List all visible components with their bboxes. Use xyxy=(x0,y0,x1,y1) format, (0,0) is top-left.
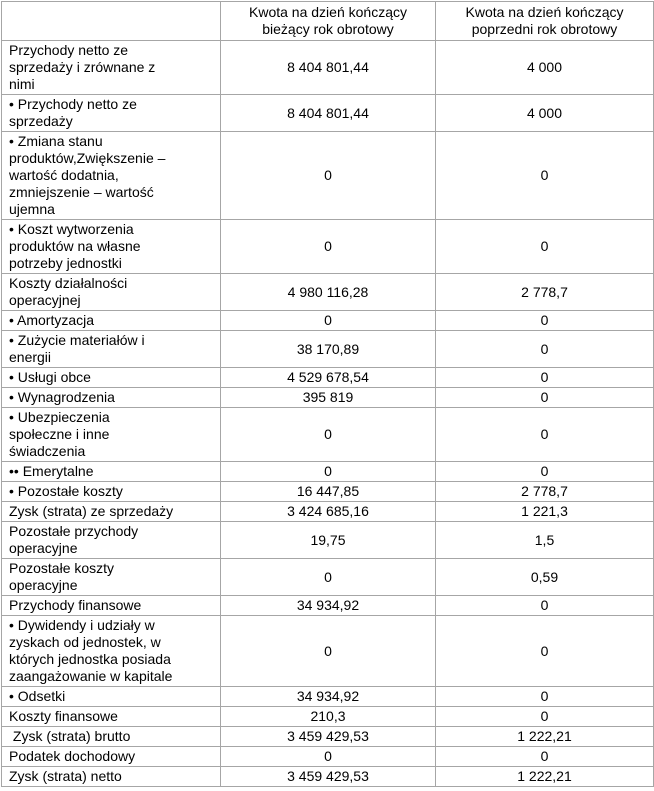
row-value-previous-year: 0,59 xyxy=(436,559,654,596)
table-row xyxy=(2,462,654,482)
row-label: Przychody finansowe xyxy=(2,596,221,616)
table-row xyxy=(2,331,654,368)
table-row xyxy=(2,747,654,767)
row-value-current-year: 4 980 116,28 xyxy=(221,274,436,311)
row-label: Zysk (strata) brutto xyxy=(2,727,221,747)
row-value-previous-year: 1 222,21 xyxy=(436,727,654,747)
row-label: • Wynagrodzenia xyxy=(2,388,221,408)
row-label: • Pozostałe koszty xyxy=(2,482,221,502)
row-value-current-year: 0 xyxy=(221,559,436,596)
row-value-current-year: 0 xyxy=(221,311,436,331)
row-label: • Amortyzacja xyxy=(2,311,221,331)
row-value-current-year: 0 xyxy=(221,747,436,767)
row-value-current-year: 16 447,85 xyxy=(221,482,436,502)
row-value-current-year: 0 xyxy=(221,132,436,220)
row-value-current-year: 38 170,89 xyxy=(221,331,436,368)
row-value-current-year: 4 529 678,54 xyxy=(221,368,436,388)
table-row xyxy=(2,707,654,727)
row-label: • Zużycie materiałów i energii xyxy=(2,331,221,368)
table-row xyxy=(2,482,654,502)
row-value-previous-year: 0 xyxy=(436,388,654,408)
row-value-previous-year: 1 222,21 xyxy=(436,767,654,787)
row-value-previous-year: 0 xyxy=(436,687,654,707)
row-label: • Usługi obce xyxy=(2,368,221,388)
row-value-current-year: 0 xyxy=(221,616,436,687)
row-label: Zysk (strata) ze sprzedaży xyxy=(2,502,221,522)
row-label: • Ubezpieczenia społeczne i inne świadczenia xyxy=(2,408,221,462)
row-label: • Dywidendy i udziały w zyskach od jednostek, w których jednostka posiada zaangażowanie w kapitale xyxy=(2,616,221,687)
table-row xyxy=(2,95,654,132)
row-value-current-year: 19,75 xyxy=(221,522,436,559)
row-value-previous-year: 1,5 xyxy=(436,522,654,559)
table-row xyxy=(2,41,654,95)
row-value-previous-year: 0 xyxy=(436,707,654,727)
row-label: • Odsetki xyxy=(2,687,221,707)
row-label: Koszty działalności operacyjnej xyxy=(2,274,221,311)
row-value-current-year: 3 459 429,53 xyxy=(221,727,436,747)
row-value-previous-year: 4 000 xyxy=(436,95,654,132)
table-row xyxy=(2,767,654,787)
row-value-previous-year: 4 000 xyxy=(436,41,654,95)
row-value-current-year: 34 934,92 xyxy=(221,596,436,616)
column-header-previous-year: Kwota na dzień kończący poprzedni rok obrotowy xyxy=(436,2,654,41)
table-row xyxy=(2,522,654,559)
row-value-current-year: 210,3 xyxy=(221,707,436,727)
corner-cell xyxy=(2,2,221,41)
row-value-previous-year: 0 xyxy=(436,616,654,687)
table-body xyxy=(2,41,654,787)
row-value-previous-year: 1 221,3 xyxy=(436,502,654,522)
header-row xyxy=(2,2,654,41)
row-label: •• Emerytalne xyxy=(2,462,221,482)
row-label: • Zmiana stanu produktów,Zwiększenie – wartość dodatnia, zmniejszenie – wartość ujemna xyxy=(2,132,221,220)
row-label: Pozostałe koszty operacyjne xyxy=(2,559,221,596)
row-value-previous-year: 0 xyxy=(436,368,654,388)
row-value-previous-year: 0 xyxy=(436,220,654,274)
row-value-previous-year: 0 xyxy=(436,747,654,767)
table-row xyxy=(2,727,654,747)
table-row xyxy=(2,559,654,596)
row-value-current-year: 3 424 685,16 xyxy=(221,502,436,522)
table-row xyxy=(2,368,654,388)
row-value-current-year: 3 459 429,53 xyxy=(221,767,436,787)
row-value-current-year: 34 934,92 xyxy=(221,687,436,707)
row-label: Pozostałe przychody operacyjne xyxy=(2,522,221,559)
row-value-previous-year: 0 xyxy=(436,462,654,482)
table-row xyxy=(2,596,654,616)
row-value-previous-year: 0 xyxy=(436,596,654,616)
row-label: • Przychody netto ze sprzedaży xyxy=(2,95,221,132)
column-header-current-year: Kwota na dzień kończący bieżący rok obrotowy xyxy=(221,2,436,41)
row-label: Przychody netto ze sprzedaży i zrównane z nimi xyxy=(2,41,221,95)
row-value-current-year: 395 819 xyxy=(221,388,436,408)
row-label: Koszty finansowe xyxy=(2,707,221,727)
row-label: • Koszt wytworzenia produktów na własne potrzeby jednostki xyxy=(2,220,221,274)
table-row xyxy=(2,274,654,311)
table-row xyxy=(2,388,654,408)
table-row xyxy=(2,220,654,274)
table-row xyxy=(2,311,654,331)
table-row xyxy=(2,687,654,707)
row-value-previous-year: 2 778,7 xyxy=(436,482,654,502)
row-value-previous-year: 0 xyxy=(436,408,654,462)
table-row xyxy=(2,408,654,462)
table-row xyxy=(2,616,654,687)
row-value-current-year: 0 xyxy=(221,462,436,482)
row-value-current-year: 8 404 801,44 xyxy=(221,95,436,132)
row-label: Zysk (strata) netto xyxy=(2,767,221,787)
row-value-current-year: 8 404 801,44 xyxy=(221,41,436,95)
row-label: Podatek dochodowy xyxy=(2,747,221,767)
row-value-current-year: 0 xyxy=(221,408,436,462)
row-value-previous-year: 0 xyxy=(436,311,654,331)
row-value-current-year: 0 xyxy=(221,220,436,274)
row-value-previous-year: 2 778,7 xyxy=(436,274,654,311)
table-row xyxy=(2,502,654,522)
table-row xyxy=(2,132,654,220)
row-value-previous-year: 0 xyxy=(436,331,654,368)
row-value-previous-year: 0 xyxy=(436,132,654,220)
financial-statement-table xyxy=(1,1,654,787)
